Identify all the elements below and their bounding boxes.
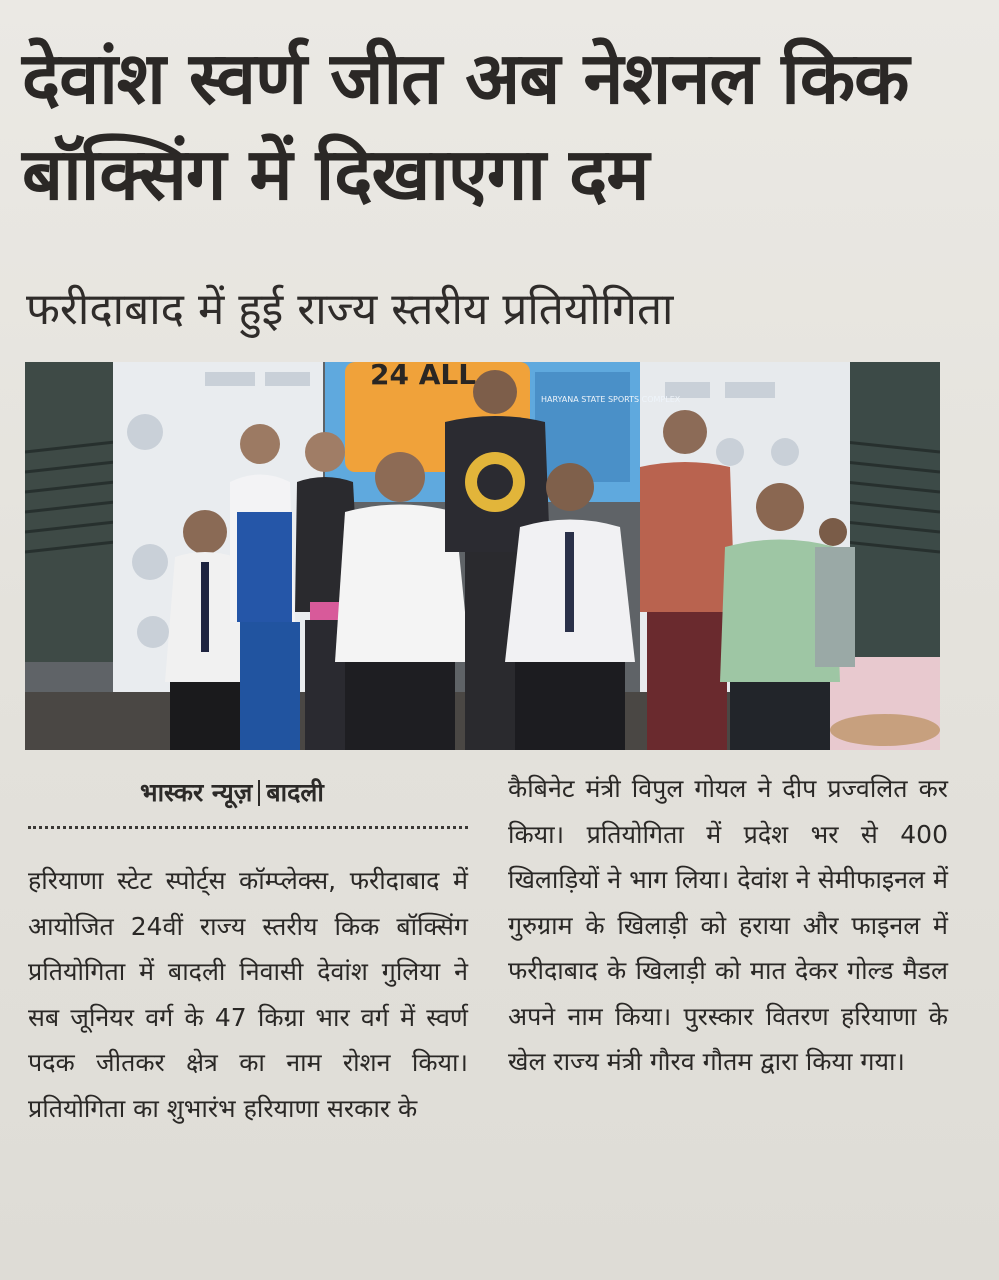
article-column-left — [28, 858, 468, 1131]
body-text-left: हरियाणा स्टेट स्पोर्ट्स कॉम्प्लेक्स, फरीदाबाद में आयोजित 24वीं राज्य स्तरीय किक बॉक्सिंग प्रतियोगिता में बादली निवासी देवांश गुलिया ने सब जूनियर वर्ग के 47 किग्रा भार वर्ग में स्वर्ण पदक जीतकर क्षेत्र का नाम रोशन किया। प्रतियोगिता का शुभारंभ हरियाणा सरकार के — [28, 866, 468, 1123]
byline-place: बादली — [266, 778, 324, 807]
article-column-right — [508, 766, 948, 1085]
headline: देवांश स्वर्ण जीत अब नेशनल किक बॉक्सिंग में दिखाएगा दम — [22, 36, 909, 216]
dotted-divider — [28, 826, 468, 829]
banner-text: 24 ALL — [370, 362, 477, 391]
photo-illustration — [25, 362, 940, 750]
news-photo — [25, 362, 940, 750]
byline-source: भास्कर न्यूज़ — [140, 778, 253, 807]
subheadline: फरीदाबाद में हुई राज्य स्तरीय प्रतियोगिता — [26, 284, 674, 335]
byline — [140, 775, 324, 809]
venue-text: HARYANA STATE SPORTS COMPLEX — [541, 395, 681, 404]
byline-separator — [258, 780, 260, 806]
body-text-right: कैबिनेट मंत्री विपुल गोयल ने दीप प्रज्वलित कर किया। प्रतियोगिता में प्रदेश भर से 400 खिलाड़ियों ने भाग लिया। देवांश ने सेमीफाइनल में गुरुग्राम के खिलाड़ी को हराया और फाइनल में फरीदाबाद के खिलाड़ी को मात देकर गोल्ड मैडल अपने नाम किया। पुरस्कार वितरण हरियाणा के खेल राज्य मंत्री गौरव गौतम द्वारा किया गया। — [508, 774, 948, 1076]
